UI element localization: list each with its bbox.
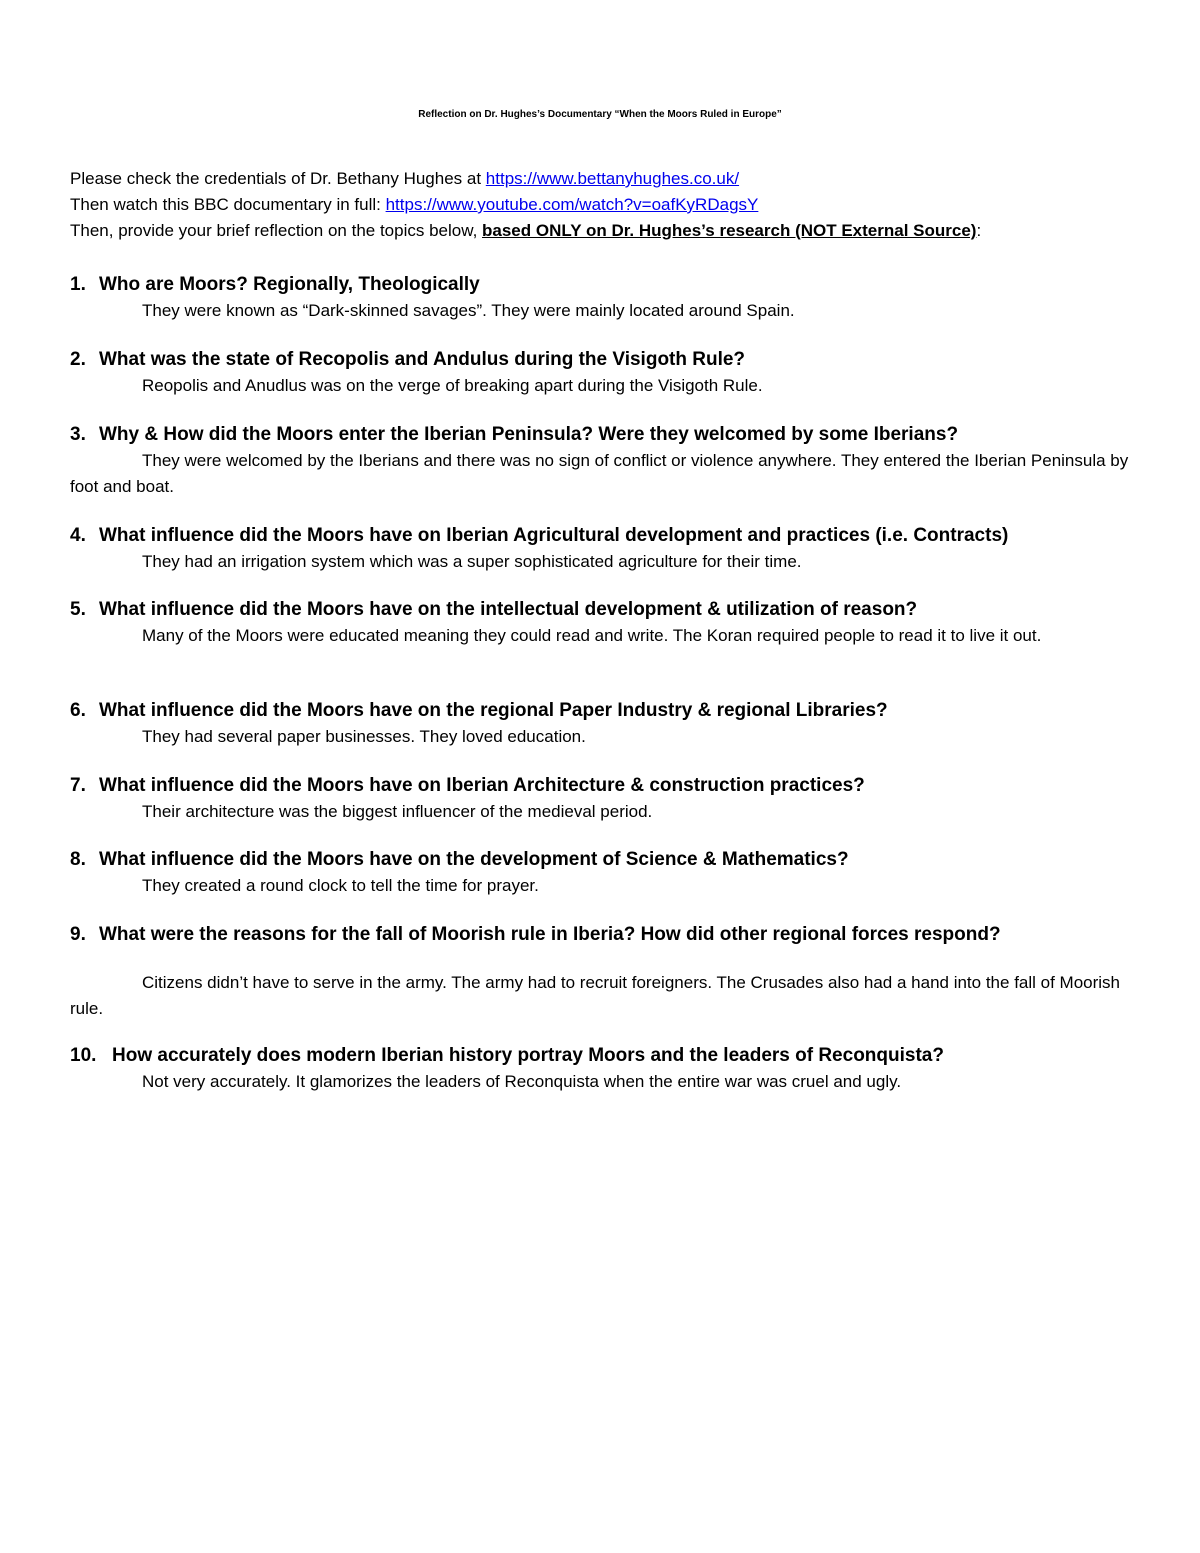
question-item-2 [70,347,1130,399]
question-heading [70,523,1130,549]
answer-text: They created a round clock to tell the time for prayer. [142,876,539,895]
instruction-text: Then watch this BBC documentary in full: [70,195,386,214]
question-text: What influence did the Moors have on Iberian Architecture & construction practices? [99,775,865,796]
question-text: What influence did the Moors have on the intellectual development & utilization of reason? [99,599,918,620]
instruction-emphasis: based ONLY on Dr. Hughes’s research (NOT External Source) [482,221,977,240]
question-item-5 [70,597,1130,649]
question-text: What influence did the Moors have on the regional Paper Industry & regional Libraries? [99,700,888,721]
answer-text: Reopolis and Anudlus was on the verge of breaking apart during the Visigoth Rule. [142,376,763,395]
instruction-line-reflection [70,218,1150,244]
answer-text: Many of the Moors were educated meaning they could read and write. The Koran required people to read it to live it out. [142,626,1042,645]
question-item-4 [70,523,1130,575]
answer-text: Citizens didn’t have to serve in the army. The army had to recruit foreigners. The Crusades also had a hand into the fall of Moorish rule. [70,973,1121,1018]
question-heading [70,597,1130,623]
page-title: Reflection on Dr. Hughes’s Documentary “When the Moors Ruled in Europe” [418,109,782,120]
question-item-9 [70,922,1130,1022]
instruction-line-credentials [70,166,1150,192]
instructions [70,166,1150,244]
question-heading [70,272,1130,298]
instruction-text: Please check the credentials of Dr. Bethany Hughes at [70,169,486,188]
question-item-7 [70,773,1130,825]
question-number: 8. [70,849,86,870]
question-text: What was the state of Recopolis and Andulus during the Visigoth Rule? [99,349,746,370]
answer-text: They had an irrigation system which was a super sophisticated agriculture for their time. [142,552,802,571]
question-heading [70,347,1130,373]
answer-text: They were known as “Dark-skinned savages”. They were mainly located around Spain. [142,301,795,320]
question-item-8 [70,847,1130,899]
question-text: How accurately does modern Iberian history portray Moors and the leaders of Reconquista? [112,1045,944,1066]
question-text: What influence did the Moors have on Iberian Agricultural development and practices (i.e. Contracts) [99,525,1009,546]
bettany-hughes-website-link[interactable]: https://www.bettanyhughes.co.uk/ [485,169,740,188]
question-heading [70,422,1130,448]
question-number: 1. [70,274,86,295]
question-text: What influence did the Moors have on the development of Science & Mathematics? [99,849,849,870]
question-item-6 [70,698,1130,750]
question-item-3 [70,422,1130,500]
question-number: 2. [70,349,86,370]
instruction-text: : [976,221,982,240]
question-number: 9. [70,924,86,945]
question-text: What were the reasons for the fall of Moorish rule in Iberia? How did other regional forces respond? [99,924,1001,945]
question-text: Who are Moors? Regionally, Theologically [99,274,480,295]
question-number: 3. [70,424,86,445]
youtube-documentary-link[interactable]: https://www.youtube.com/watch?v=oafKyRDagsY [385,195,759,214]
question-item-10 [70,1043,1130,1095]
question-heading [70,847,1130,873]
question-number: 4. [70,525,86,546]
instruction-line-documentary [70,192,1150,218]
question-number: 6. [70,700,86,721]
answer-text: Not very accurately. It glamorizes the leaders of Reconquista when the entire war was cruel and ugly. [142,1072,902,1091]
question-number: 10. [70,1045,97,1066]
question-heading [70,1043,1130,1069]
question-number: 7. [70,775,86,796]
question-heading [70,773,1130,799]
instruction-text: Then, provide your brief reflection on the topics below, [70,221,483,240]
question-text: Why & How did the Moors enter the Iberian Peninsula? Were they welcomed by some Iberians? [99,424,959,445]
question-item-1 [70,272,1130,324]
question-heading [70,698,1130,724]
answer-text: Their architecture was the biggest influencer of the medieval period. [142,802,653,821]
answer-text: They had several paper businesses. They loved education. [142,727,586,746]
question-number: 5. [70,599,86,620]
answer-text: They were welcomed by the Iberians and there was no sign of conflict or violence anywhere. They entered the Iberian Peninsula by foot and boat. [70,451,1129,496]
question-heading [70,922,1130,948]
